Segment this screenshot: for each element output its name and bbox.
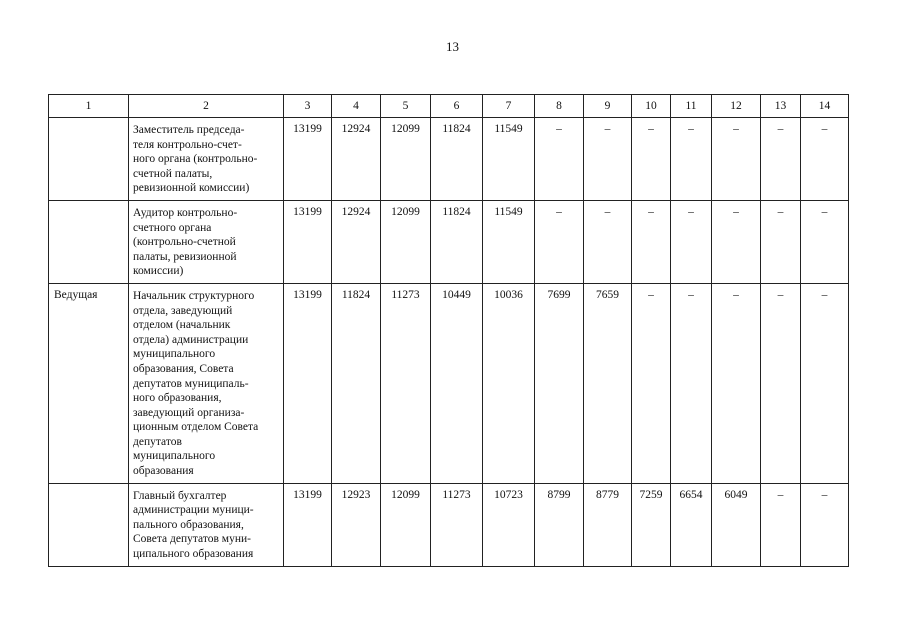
value-cell: – (671, 283, 712, 483)
value-cell: 13199 (284, 200, 332, 283)
position-line: Главный бухгалтер (133, 489, 227, 502)
value-cell: – (671, 118, 712, 201)
column-header: 9 (584, 95, 632, 118)
column-header: 8 (535, 95, 584, 118)
table-row (49, 200, 849, 283)
value-cell: – (712, 118, 761, 201)
value-cell: 12099 (381, 200, 431, 283)
position-line: депутатов муниципаль- (133, 377, 249, 390)
value-cell: 6654 (671, 483, 712, 566)
value-cell: 12099 (381, 118, 431, 201)
value-cell: – (535, 118, 584, 201)
value-cell: – (632, 200, 671, 283)
position-line: комиссии) (133, 265, 184, 278)
position-line: теля контрольно-счет- (133, 138, 242, 151)
group-cell (49, 200, 129, 283)
value-cell: – (584, 118, 632, 201)
position-line: муниципального (133, 450, 216, 463)
position-line: депутатов (133, 435, 182, 448)
value-cell: 12924 (332, 200, 381, 283)
position-line: пального образования, (133, 518, 244, 531)
column-header: 7 (483, 95, 535, 118)
position-line: Совета депутатов муни- (133, 533, 251, 546)
value-cell: 10723 (483, 483, 535, 566)
position-line: ного органа (контрольно- (133, 153, 258, 166)
value-cell: 10036 (483, 283, 535, 483)
position-line: ревизионной комиссии) (133, 182, 250, 195)
group-cell: Ведущая (49, 283, 129, 483)
table-row (49, 118, 849, 201)
value-cell: 13199 (284, 483, 332, 566)
table-row (49, 283, 849, 483)
position-cell (129, 118, 284, 201)
value-cell: 7659 (584, 283, 632, 483)
value-cell: – (801, 483, 849, 566)
position-line: палаты, ревизионной (133, 250, 237, 263)
position-line: отдела, заведующий (133, 304, 233, 317)
value-cell: – (761, 200, 801, 283)
group-cell (49, 118, 129, 201)
position-line: муниципального (133, 348, 216, 361)
position-line: ципального образования (133, 548, 254, 561)
value-cell: – (712, 283, 761, 483)
page-number: 13 (446, 39, 459, 54)
column-header: 1 (49, 95, 129, 118)
position-cell (129, 483, 284, 566)
column-header: 2 (129, 95, 284, 118)
position-line: ного образования, (133, 392, 222, 405)
value-cell: 11549 (483, 118, 535, 201)
value-cell: 11824 (332, 283, 381, 483)
value-cell: 8779 (584, 483, 632, 566)
value-cell: 13199 (284, 118, 332, 201)
column-header: 14 (801, 95, 849, 118)
position-line: администрации муници- (133, 504, 254, 517)
position-line: образования (133, 465, 194, 478)
value-cell: 11273 (381, 283, 431, 483)
group-cell (49, 483, 129, 566)
value-cell: 6049 (712, 483, 761, 566)
value-cell: – (712, 200, 761, 283)
value-cell: 11824 (431, 200, 483, 283)
value-cell: – (761, 118, 801, 201)
position-line: отдела) администрации (133, 333, 249, 346)
value-cell: – (801, 283, 849, 483)
column-header: 4 (332, 95, 381, 118)
header-row (49, 95, 849, 118)
value-cell: 12099 (381, 483, 431, 566)
column-header: 6 (431, 95, 483, 118)
value-cell: – (535, 200, 584, 283)
position-line: Заместитель председа- (133, 124, 245, 136)
table-body (49, 118, 849, 567)
value-cell: – (801, 200, 849, 283)
value-cell: 12923 (332, 483, 381, 566)
value-cell: – (584, 200, 632, 283)
column-header: 12 (712, 95, 761, 118)
value-cell: – (761, 283, 801, 483)
value-cell: 7699 (535, 283, 584, 483)
value-cell: 11273 (431, 483, 483, 566)
column-header: 5 (381, 95, 431, 118)
value-cell: 12924 (332, 118, 381, 201)
column-header: 13 (761, 95, 801, 118)
position-line: счетного органа (133, 221, 212, 234)
value-cell: – (801, 118, 849, 201)
position-line: отделом (начальник (133, 319, 231, 332)
position-line: Начальник структурного (133, 289, 255, 302)
position-cell (129, 283, 284, 483)
value-cell: 11549 (483, 200, 535, 283)
position-line: (контрольно-счетной (133, 236, 236, 249)
value-cell: 8799 (535, 483, 584, 566)
value-cell: 11824 (431, 118, 483, 201)
value-cell: – (671, 200, 712, 283)
column-header: 3 (284, 95, 332, 118)
position-cell (129, 200, 284, 283)
value-cell: – (632, 283, 671, 483)
position-line: заведующий организа- (133, 406, 245, 419)
position-line: образования, Совета (133, 362, 234, 375)
column-header: 11 (671, 95, 712, 118)
value-cell: 13199 (284, 283, 332, 483)
salary-table (48, 94, 849, 567)
table-row (49, 483, 849, 566)
column-header: 10 (632, 95, 671, 118)
position-line: Аудитор контрольно- (133, 206, 238, 219)
value-cell: – (761, 483, 801, 566)
value-cell: – (632, 118, 671, 201)
position-line: ционным отделом Совета (133, 421, 259, 434)
value-cell: 10449 (431, 283, 483, 483)
position-line: счетной палаты, (133, 167, 213, 180)
value-cell: 7259 (632, 483, 671, 566)
